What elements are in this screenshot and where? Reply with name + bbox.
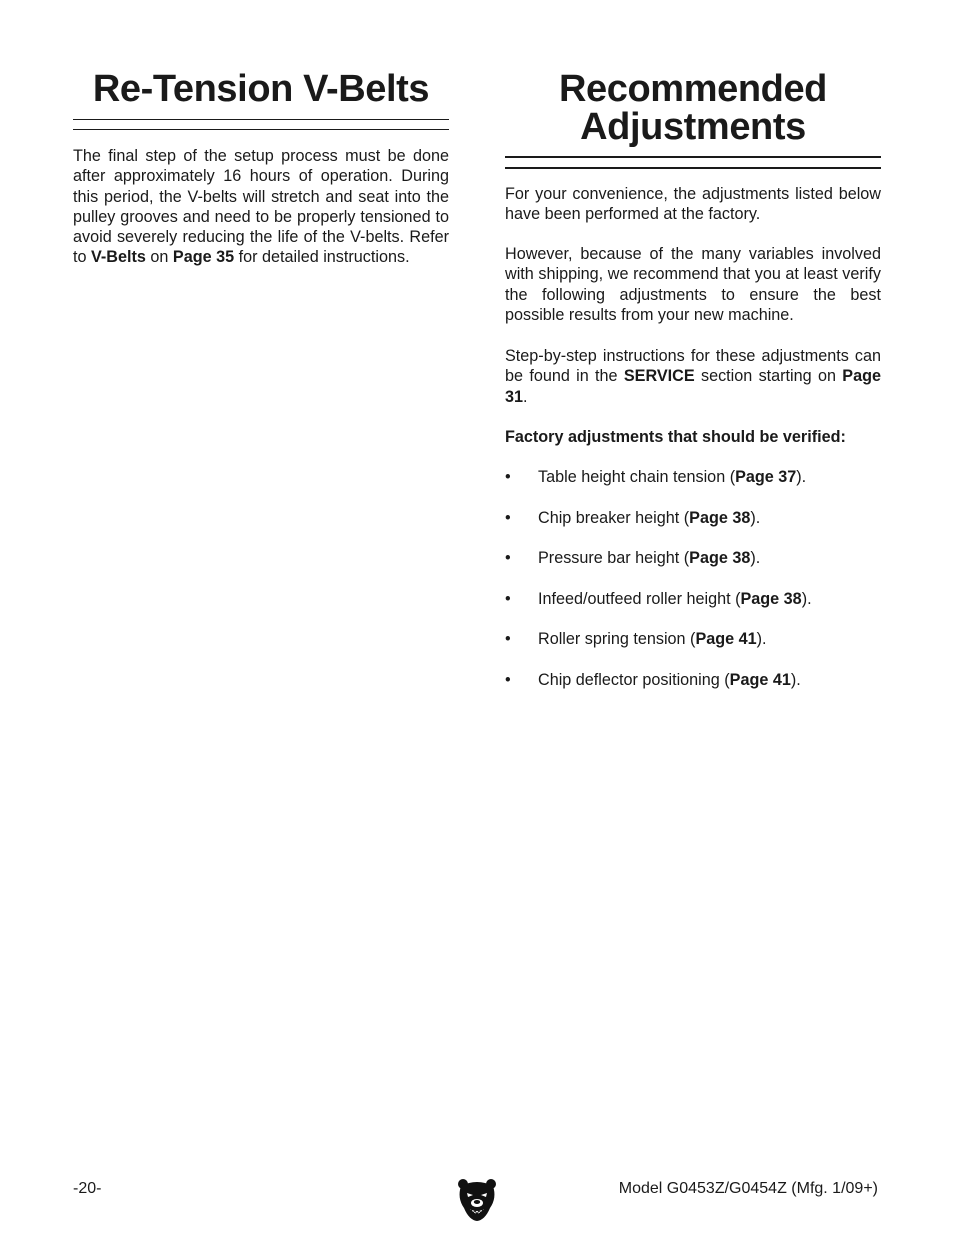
service-paragraph-block bbox=[505, 346, 881, 407]
title-rule-top bbox=[505, 156, 881, 158]
bullet-icon: • bbox=[505, 468, 511, 486]
title-line-1: Recommended bbox=[558, 68, 827, 110]
model-info: Model G0453Z/G0454Z (Mfg. 1/09+) bbox=[618, 1180, 878, 1197]
list-item-page: Page 37 bbox=[735, 468, 797, 486]
retension-text-lead: The final step of the setup process must be done after approximately 16 hours of operation. During this period, the V-belts will stretch and seat into the pulley grooves and need to be properly tensioned to avoid severely reducing the life of the V-belts. Refer to bbox=[73, 147, 449, 267]
title-rule-bottom bbox=[73, 129, 449, 130]
title-rule-bottom bbox=[505, 167, 881, 169]
intro-paragraph: For your convenience, the adjustments listed below have been performed at the factory. bbox=[505, 185, 881, 224]
page-number: -20- bbox=[73, 1180, 102, 1197]
list-item bbox=[505, 670, 881, 711]
service-page-reference: Page 31 bbox=[505, 367, 881, 406]
list-item-close: ). bbox=[801, 589, 812, 608]
service-paragraph bbox=[505, 346, 881, 407]
adjustments-list bbox=[505, 467, 881, 711]
list-item bbox=[505, 548, 881, 589]
list-item-close: ). bbox=[790, 670, 801, 689]
retension-paragraph bbox=[73, 146, 449, 268]
section-title-adjustments bbox=[505, 70, 881, 146]
list-item-text: Chip breaker height ( bbox=[538, 508, 690, 527]
service-text-tail: . bbox=[523, 387, 528, 406]
list-item bbox=[505, 629, 881, 670]
vbelts-reference: V-Belts bbox=[91, 248, 146, 267]
title-line-2: Adjustments bbox=[580, 106, 806, 148]
bullet-icon: • bbox=[505, 508, 511, 527]
list-item-page: Page 41 bbox=[729, 670, 791, 689]
list-heading-block bbox=[505, 427, 881, 447]
list-item bbox=[505, 467, 881, 508]
list-item-page: Page 38 bbox=[689, 549, 751, 568]
list-item-text: Pressure bar height ( bbox=[538, 549, 690, 568]
list-item-text: Table height chain tension ( bbox=[538, 468, 736, 486]
bullet-icon: • bbox=[505, 670, 511, 689]
list-item-close: ). bbox=[756, 630, 767, 649]
list-item-close: ). bbox=[750, 549, 761, 568]
bullet-icon: • bbox=[505, 549, 511, 568]
title-rule-top bbox=[73, 119, 449, 120]
list-item-text: Chip deflector positioning ( bbox=[538, 670, 730, 689]
list-item-close: ). bbox=[796, 468, 807, 486]
retension-text-mid: on bbox=[145, 248, 173, 267]
bullet-icon: • bbox=[505, 589, 511, 608]
list-item-page: Page 41 bbox=[695, 630, 757, 649]
shipping-paragraph: However, because of the many variables involved with shipping, we recommend that you at least verify the following adjustments to ensure the best possible results from your new machine. bbox=[505, 245, 881, 324]
list-item-close: ). bbox=[750, 508, 761, 527]
shipping-paragraph-block bbox=[505, 244, 881, 325]
service-section-reference: SERVICE bbox=[623, 367, 695, 386]
list-item-text: Infeed/outfeed roller height ( bbox=[538, 589, 741, 608]
bullet-icon: • bbox=[505, 630, 511, 649]
list-item-page: Page 38 bbox=[689, 508, 751, 527]
list-item-text: Roller spring tension ( bbox=[538, 630, 696, 649]
list-item bbox=[505, 589, 881, 630]
intro-paragraph-block bbox=[505, 184, 881, 225]
page-reference: Page 35 bbox=[172, 248, 235, 267]
retension-paragraph-block bbox=[73, 146, 449, 268]
list-heading: Factory adjustments that should be verified: bbox=[505, 428, 846, 446]
list-item-page: Page 38 bbox=[740, 589, 802, 608]
section-title-retension: Re-Tension V-Belts bbox=[92, 68, 430, 110]
service-text-mid: section starting on bbox=[694, 367, 843, 386]
bear-head-logo-icon bbox=[457, 1176, 497, 1222]
service-text-lead: Step-by-step instructions for these adjustments can be found in the bbox=[505, 347, 881, 386]
retension-text-tail: for detailed instructions. bbox=[234, 248, 410, 267]
list-item bbox=[505, 508, 881, 549]
